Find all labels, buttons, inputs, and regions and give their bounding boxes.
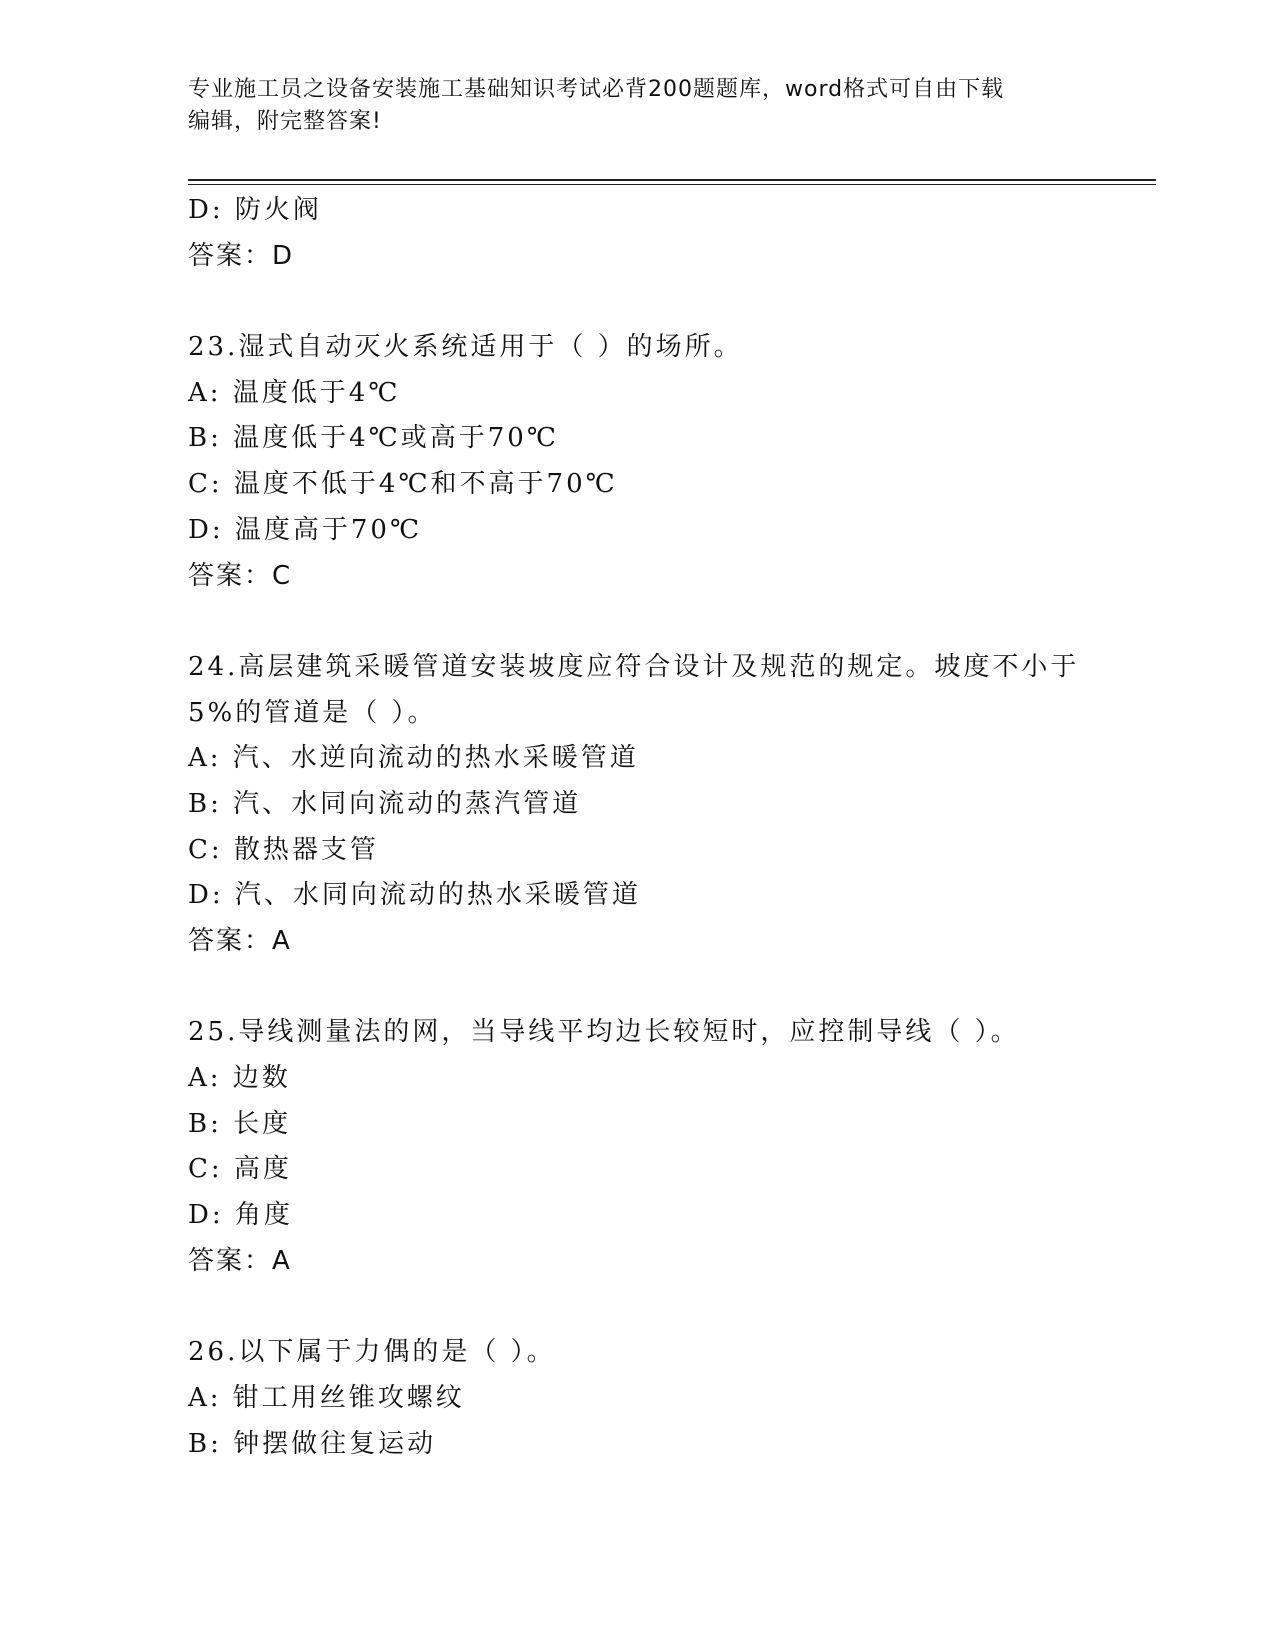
- header-title-line-2: 编辑，附完整答案!: [188, 109, 382, 134]
- question-stem-continued: 5%的管道是（ ）。: [188, 697, 437, 728]
- question-list: [188, 188, 1088, 1467]
- question-stem: 23.湿式自动灭火系统适用于（ ）的场所。: [188, 332, 743, 363]
- option-b: B: 汽、水同向流动的蒸汽管道: [188, 788, 582, 819]
- option-c: C: 温度不低于4℃和不高于70℃: [188, 469, 618, 500]
- question-stem: 24.高层建筑采暖管道安装坡度应符合设计及规范的规定。坡度不小于: [188, 651, 1080, 682]
- option-d: D: 汽、水同向流动的热水采暖管道: [188, 880, 641, 911]
- option-c: C: 高度: [188, 1154, 292, 1185]
- document-header: [188, 74, 1088, 138]
- question-25: [188, 1010, 1088, 1284]
- option-c: C: 散热器支管: [188, 834, 379, 865]
- option-a: A: 边数: [188, 1063, 291, 1094]
- option-a: A: 汽、水逆向流动的热水采暖管道: [188, 743, 639, 774]
- prev-option-d: D: 防火阀: [188, 195, 322, 225]
- answer: 答案：A: [188, 926, 292, 956]
- prev-answer: 答案：D: [188, 240, 295, 271]
- answer: 答案：C: [188, 560, 293, 591]
- spacer: [188, 965, 1088, 1011]
- question-stem: 26.以下属于力偶的是（ ）。: [188, 1337, 556, 1368]
- spacer: [188, 1285, 1088, 1331]
- option-b: B: 长度: [188, 1108, 292, 1139]
- spacer: [188, 279, 1088, 325]
- header-divider-thin: [188, 184, 1156, 185]
- question-26: [188, 1330, 1088, 1467]
- option-d: D: 温度高于70℃: [188, 514, 423, 545]
- option-b: B: 钟摆做往复运动: [188, 1428, 437, 1459]
- option-d: D: 角度: [188, 1200, 293, 1231]
- option-a: A: 钳工用丝锥攻螺纹: [188, 1382, 465, 1413]
- header-title-line-1: 专业施工员之设备安装施工基础知识考试必背200题题库，word格式可自由下载: [188, 77, 1005, 102]
- question-stem: 25.导线测量法的网，当导线平均边长较短时，应控制导线（ ）。: [188, 1017, 1020, 1048]
- header-divider-thick: [188, 179, 1156, 181]
- answer: 答案：A: [188, 1245, 292, 1276]
- option-b: B: 温度低于4℃或高于70℃: [188, 423, 559, 454]
- option-a: A: 温度低于4℃: [188, 377, 401, 408]
- question-23: [188, 325, 1088, 599]
- spacer: [188, 599, 1088, 645]
- question-24: [188, 645, 1088, 965]
